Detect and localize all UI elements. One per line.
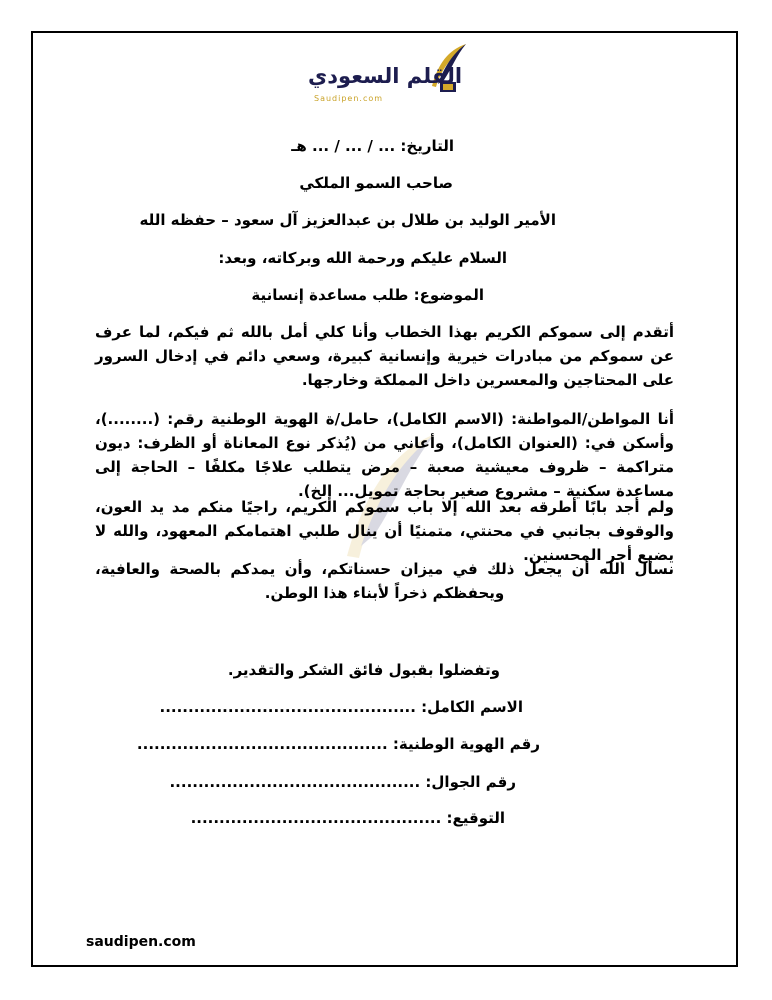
field-mobile: رقم الجوال: ............................................ <box>169 773 516 791</box>
greeting: السلام عليكم ورحمة الله وبركاته، وبعد: <box>218 249 507 267</box>
subject-line: الموضوع: طلب مساعدة إنسانية <box>251 286 484 304</box>
logo-domain: Saudipen.com <box>314 94 384 103</box>
logo-brand-name: القلم السعودي <box>308 64 463 88</box>
saudipen-logo <box>300 40 480 106</box>
field-signature: التوقيع: ............................................ <box>190 809 505 827</box>
paragraph-request: ولم أجد بابًا أطرقه بعد الله إلا باب سموكم الكريم، راجيًا منكم مد يد العون، والوقوف بجانبي في محنتي، متمنيًا أن ينال طلبي اهتمامكم المعهود، والله لا يضيع أجر المحسنين. <box>95 498 674 564</box>
paragraph-details: أنا المواطن/المواطنة: (الاسم الكامل)، حامل/ة الهوية الوطنية رقم: (........)، وأسكن في: (العنوان الكامل)، وأعاني من (يُذكر نوع المعاناة أو الظرف: ديون متراكمة – ظروف معيشية صعبة – مرض يتطلب علاجًا مكلفًا – الحاجة إلى مساعدة سكنية – مشروع صغير بحاجة تمويل... إلخ). <box>95 410 674 500</box>
field-full-name: الاسم الكامل: ............................................. <box>159 698 523 716</box>
field-national-id: رقم الهوية الوطنية: ............................................ <box>136 735 540 753</box>
addressee-name: الأمير الوليد بن طلال بن عبدالعزيز آل سعود – حفظه الله <box>139 211 556 229</box>
date-line: التاريخ: ... / ... / ... هـ <box>291 137 454 155</box>
paragraph-prayer: نسأل الله أن يجعل ذلك في ميزان حسناتكم، وأن يمدكم بالصحة والعافية، ويحفظكم ذخراً لأبناء هذا الوطن. <box>95 560 674 602</box>
addressee-title: صاحب السمو الملكي <box>299 174 453 192</box>
paragraph-intro: أتقدم إلى سموكم الكريم بهذا الخطاب وأنا كلي أمل بالله ثم فيكم، لما عرف عن سموكم من مبادرات خيرية وإنسانية كبيرة، وسعي دائم في إدخال السرور على المحتاجين والمعسرين داخل المملكة وخارجها. <box>95 323 674 389</box>
closing-line: وتفضلوا بقبول فائق الشكر والتقدير. <box>227 661 500 679</box>
footer-website: saudipen.com <box>86 934 196 950</box>
